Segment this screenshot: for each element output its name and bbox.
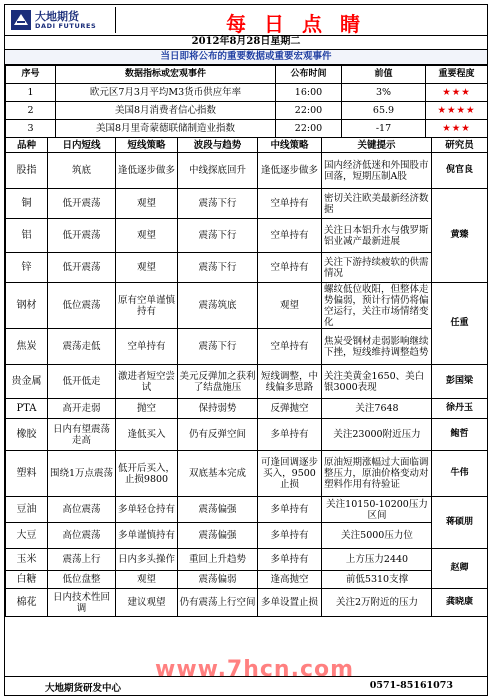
trend-view: 仍有反弹空间 [178,419,258,451]
commodity-name: 焦炭 [6,329,48,365]
mid-strategy: 逢高抛空 [258,571,322,589]
strategy-col-header: 短线策略 [116,138,178,153]
events-section-title: 当日即将公布的重要数据或重要宏观事件 [5,50,487,65]
mid-strategy: 反弹抛空 [258,399,322,419]
trend-view: 震荡筑底 [178,283,258,329]
intraday-view: 低位震荡 [48,283,116,329]
intraday-view: 震荡走低 [48,329,116,365]
importance-stars: ★★★★ [426,102,488,120]
intraday-view: 低开震荡 [48,189,116,219]
researcher-name: 彭国梁 [432,365,488,399]
events-header-row [6,66,488,84]
strategy-row [6,571,488,589]
event-time: 16:00 [276,84,342,102]
strategy-row [6,549,488,571]
mid-strategy: 多单持有 [258,419,322,451]
company-logo [7,7,116,33]
strategy-row [6,189,488,219]
key-note: 关注美黄金1650、美白银3000表现 [322,365,432,399]
intraday-view: 高位震荡 [48,497,116,523]
short-strategy: 逢低逐步做多 [116,153,178,189]
short-strategy: 观望 [116,219,178,253]
event-previous: 3% [342,84,426,102]
researcher-name: 徐丹玉 [432,399,488,419]
strategy-col-header: 日内短线 [48,138,116,153]
logo-text-en: DADI FUTURES [35,22,97,30]
strategy-row [6,523,488,549]
short-strategy: 原有空单谨慎持有 [116,283,178,329]
key-note: 前低5310支撑 [322,571,432,589]
researcher-name: 龚晓康 [432,589,488,617]
report-frame [4,4,488,696]
key-note: 上方压力2440 [322,549,432,571]
mid-strategy: 多单持有 [258,549,322,571]
intraday-view: 高开走弱 [48,399,116,419]
importance-stars: ★★★ [426,120,488,138]
event-number: 3 [6,120,56,138]
commodity-name: PTA [6,399,48,419]
key-note: 焦炭受钢材走弱影响继续下挫，短线维持调整趋势 [322,329,432,365]
strategy-row [6,451,488,497]
intraday-view: 低开震荡 [48,219,116,253]
short-strategy: 多单谨慎持有 [116,523,178,549]
intraday-view: 低位盘整 [48,571,116,589]
strategy-row [6,589,488,617]
key-note: 螺纹低位收阳，但整体走势偏弱，预计行情仍将偏空运行，关注市场情绪变化 [322,283,432,329]
mid-strategy: 空单持有 [258,329,322,365]
strategy-row [6,419,488,451]
trend-view: 震荡下行 [178,253,258,283]
strategy-row [6,329,488,365]
commodity-name: 玉米 [6,549,48,571]
short-strategy: 激进者短空尝试 [116,365,178,399]
researcher-name: 鲍哲 [432,419,488,451]
commodity-name: 豆油 [6,497,48,523]
strategy-col-header: 关键提示 [322,138,432,153]
short-strategy: 日内多头操作 [116,549,178,571]
strategy-table [5,137,488,617]
researcher-name: 赵卿 [432,549,488,589]
strategy-row [6,253,488,283]
strategy-col-header: 中线策略 [258,138,322,153]
short-strategy: 逢低买入 [116,419,178,451]
short-strategy: 建议观望 [116,589,178,617]
event-number: 1 [6,84,56,102]
report-date: 2012年8月28日星期二 [5,35,487,50]
commodity-name: 橡胶 [6,419,48,451]
key-note: 关注5000压力位 [322,523,432,549]
trend-view: 震荡偏弱 [178,571,258,589]
page-title: 每日点睛 [226,12,378,36]
footer-phone: 0571-85161073 [369,680,453,691]
intraday-view: 日内有望震荡走高 [48,419,116,451]
commodity-name: 股指 [6,153,48,189]
commodity-name: 贵金属 [6,365,48,399]
trend-view: 保持弱势 [178,399,258,419]
strategy-row [6,219,488,253]
footer-department: 大地期货研发中心 [45,683,122,694]
event-number: 2 [6,102,56,120]
event-previous: 65.9 [342,102,426,120]
key-note: 关注7648 [322,399,432,419]
key-note: 关注下游持续疲软的供需情况 [322,253,432,283]
events-col-header: 序号 [6,66,56,84]
mid-strategy: 可逢回调逐步买入，9500止损 [258,451,322,497]
trend-view: 震荡偏强 [178,523,258,549]
event-name: 美国8月消费者信心指数 [56,102,276,120]
mid-strategy: 空单持有 [258,189,322,219]
intraday-view: 高位震荡 [48,523,116,549]
event-name: 美国8月里奇蒙德联储制造业指数 [56,120,276,138]
key-note: 关注2万附近的压力 [322,589,432,617]
trend-view: 震荡下行 [178,329,258,365]
events-col-header: 前值 [342,66,426,84]
researcher-name: 黄臻 [432,189,488,283]
trend-view: 双底基本完成 [178,451,258,497]
commodity-name: 白糖 [6,571,48,589]
report-footer [5,676,487,695]
short-strategy: 抛空 [116,399,178,419]
mid-strategy: 多单持有 [258,497,322,523]
strategy-col-header: 研究员 [432,138,488,153]
mid-strategy: 逢低逐步做多 [258,153,322,189]
intraday-view: 筑底 [48,153,116,189]
strategy-row [6,399,488,419]
strategy-row [6,497,488,523]
commodity-name: 大豆 [6,523,48,549]
strategy-row [6,153,488,189]
commodity-name: 铝 [6,219,48,253]
trend-view: 震荡下行 [178,189,258,219]
researcher-name: 任重 [432,283,488,365]
commodity-name: 钢材 [6,283,48,329]
event-time: 22:00 [276,102,342,120]
trend-view: 重回上升趋势 [178,549,258,571]
researcher-name: 牛伟 [432,451,488,497]
commodity-name: 铜 [6,189,48,219]
mid-strategy: 观望 [258,283,322,329]
mid-strategy: 空单持有 [258,219,322,253]
mid-strategy: 多单设置止损 [258,589,322,617]
key-note: 原油短期涨幅过大面临调整压力，原油价格变动对塑料作用有待验证 [322,451,432,497]
event-row [6,84,488,102]
event-name: 欧元区7月3月平均M3货币供应年率 [56,84,276,102]
strategy-row [6,283,488,329]
trend-view: 震荡偏强 [178,497,258,523]
events-col-header: 重要程度 [426,66,488,84]
trend-view: 美元反弹加之获利了结盘施压 [178,365,258,399]
event-row [6,120,488,138]
event-time: 22:00 [276,120,342,138]
event-row [6,102,488,120]
short-strategy: 观望 [116,253,178,283]
intraday-view: 日内技术性回调 [48,589,116,617]
strategy-col-header: 品种 [6,138,48,153]
mid-strategy: 短线调整，中线偏多思路 [258,365,322,399]
intraday-view: 围绕1万点震荡 [48,451,116,497]
key-note: 关注10150-10200压力区间 [322,497,432,523]
logo-text-cn: 大地期货 [35,10,79,23]
commodity-name: 锌 [6,253,48,283]
report-header [5,5,487,36]
mid-strategy: 多单持有 [258,523,322,549]
short-strategy: 观望 [116,571,178,589]
short-strategy: 多单轻仓持有 [116,497,178,523]
commodity-name: 棉花 [6,589,48,617]
strategy-header-row [6,138,488,153]
short-strategy: 空单持有 [116,329,178,365]
strategy-row [6,365,488,399]
events-table [5,65,488,138]
mid-strategy: 空单持有 [258,253,322,283]
trend-view: 仍有震荡上行空间 [178,589,258,617]
researcher-name: 蒋硕朋 [432,497,488,549]
intraday-view: 低开低走 [48,365,116,399]
researcher-name: 倪官良 [432,153,488,189]
strategy-col-header: 波段与趋势 [178,138,258,153]
commodity-name: 塑料 [6,451,48,497]
events-col-header: 公布时间 [276,66,342,84]
importance-stars: ★★★ [426,84,488,102]
intraday-view: 震荡上行 [48,549,116,571]
trend-view: 中线探底回升 [178,153,258,189]
key-note: 关注日本铝升水与俄罗斯铝业减产最新进展 [322,219,432,253]
events-col-header: 数据指标或宏观事件 [56,66,276,84]
key-note: 国内经济低迷和外围股市回落，短期压制A股 [322,153,432,189]
key-note: 关注23000附近压力 [322,419,432,451]
short-strategy: 观望 [116,189,178,219]
dadi-logo-icon [11,10,31,30]
trend-view: 震荡下行 [178,219,258,253]
key-note: 密切关注欧美最新经济数据 [322,189,432,219]
intraday-view: 低开震荡 [48,253,116,283]
site-watermark: www.7hcn.com [155,657,355,682]
short-strategy: 低开后买入，止损9800 [116,451,178,497]
event-previous: -17 [342,120,426,138]
